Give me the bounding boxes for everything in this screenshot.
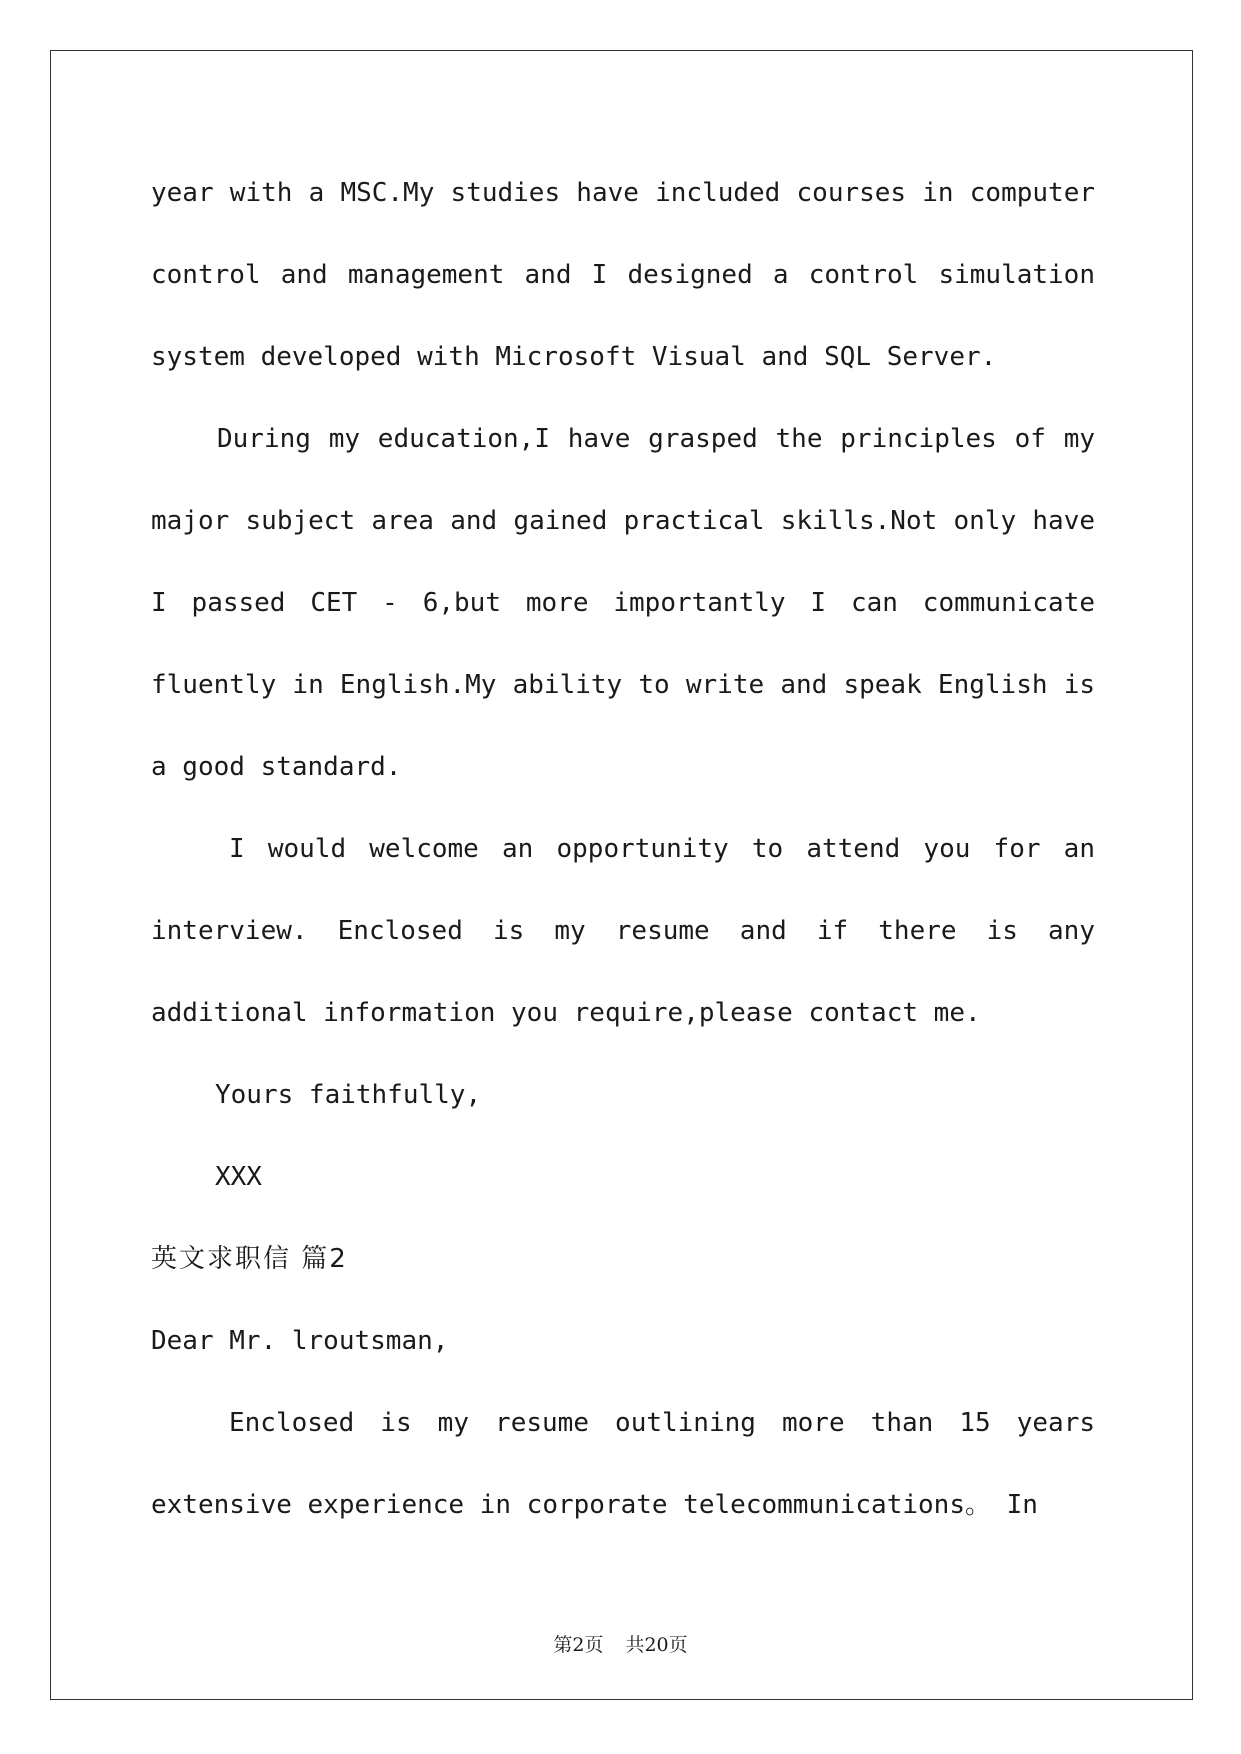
page-footer — [0, 1630, 1241, 1657]
paragraph-interview: I would welcome an opportunity to attend you for an interview. Enclosed is my resume and if there is any additional information you require,please contact me. — [151, 834, 1095, 1028]
salutation: Dear Mr. lroutsman, — [151, 1326, 449, 1356]
document-body — [151, 152, 1095, 1546]
signature-name: XXX — [215, 1162, 262, 1192]
page-total: 共20页 — [625, 1634, 688, 1656]
paragraph-experience: Enclosed is my resume outlining more than 15 years extensive experience in corporate telecommunications。 In — [151, 1408, 1095, 1520]
section-heading: 英文求职信 篇2 — [151, 1244, 348, 1274]
paragraph-skills: During my education,I have grasped the principles of my major subject area and gained practical skills.Not only have I passed CET - 6,but more importantly I can communicate fluently in English.My ability to write and speak English is a good standard. — [151, 424, 1095, 782]
closing-line: Yours faithfully, — [215, 1080, 482, 1110]
page-number: 第2页 — [553, 1634, 604, 1656]
paragraph-education-intro: year with a MSC.My studies have included courses in computer control and management and I designed a control simulation system developed with Microsoft Visual and SQL Server. — [151, 178, 1095, 372]
